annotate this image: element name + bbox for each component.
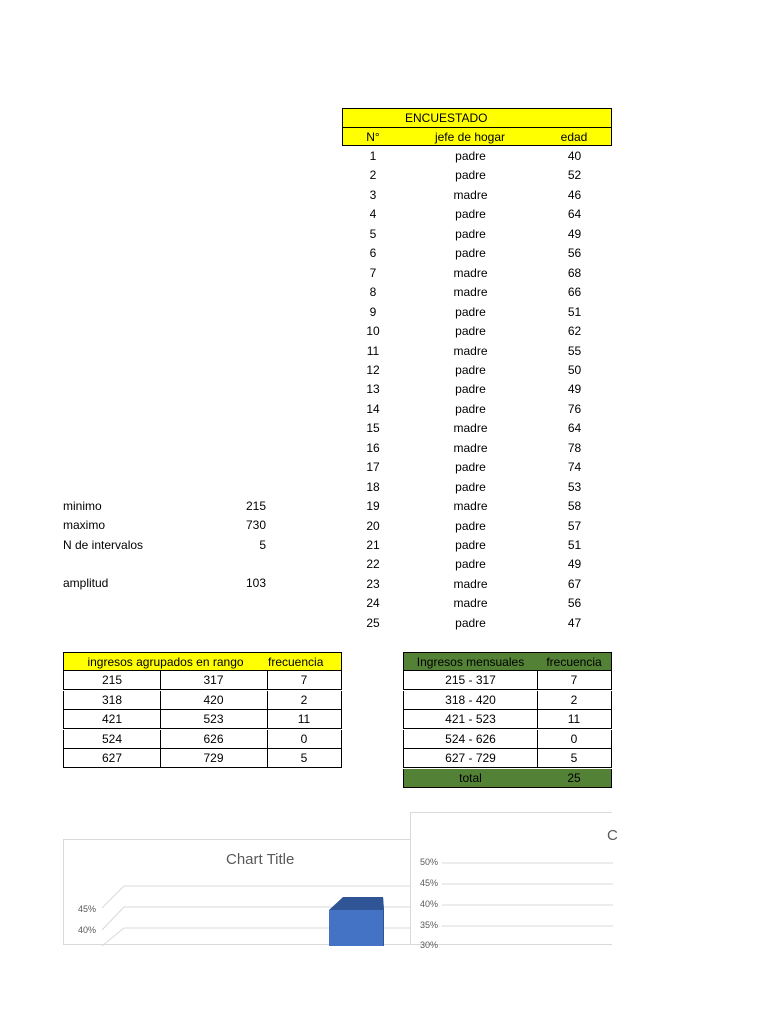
chart-2-tick: 35% [420,920,439,930]
survey-row-jefe: padre [455,480,486,494]
survey-row-edad: 53 [567,480,582,494]
survey-row-jefe: padre [455,227,486,241]
survey-row-jefe: padre [455,402,486,416]
survey-row-edad: 57 [567,519,582,533]
chart-2-tick: 45% [420,878,439,888]
survey-row-edad: 46 [567,188,582,202]
survey-row-jefe: padre [455,246,486,260]
survey-row-n: 3 [369,188,377,202]
intervalos-label: N de intervalos [63,538,144,552]
survey-row-jefe: madre [453,441,488,455]
survey-row-jefe: madre [453,577,488,591]
income-row-range: 318 - 420 [403,691,538,710]
survey-row-jefe: padre [455,363,486,377]
chart-1[interactable] [63,839,415,945]
survey-row-edad: 55 [567,344,582,358]
chart-1-bar-side [383,897,384,946]
income-row-freq: 0 [537,730,612,749]
maximo-value: 730 [245,518,266,532]
chart-2-title: C [607,827,618,844]
survey-row-jefe: padre [455,460,486,474]
range-row-to: 729 [160,749,268,768]
survey-row-edad: 76 [567,402,582,416]
survey-row-jefe: padre [455,616,486,630]
survey-row-edad: 40 [567,149,582,163]
survey-row-jefe: madre [453,266,488,280]
survey-row-edad: 51 [567,538,582,552]
survey-row-n: 21 [366,538,380,552]
survey-row-jefe: padre [455,382,486,396]
survey-row-jefe: madre [453,188,488,202]
survey-row-n: 20 [366,519,380,533]
amplitud-value: 103 [245,576,266,590]
survey-row-edad: 64 [567,421,582,435]
survey-row-edad: 49 [567,382,582,396]
survey-row-edad: 50 [567,363,582,377]
survey-row-edad: 66 [567,285,582,299]
survey-row-edad: 49 [567,557,582,571]
income-row-freq: 7 [537,671,612,690]
survey-row-n: 13 [366,382,380,396]
survey-row-jefe: padre [455,538,486,552]
survey-row-n: 24 [366,596,380,610]
survey-row-jefe: padre [455,324,486,338]
range-row-from: 524 [63,730,161,749]
survey-row-jefe: padre [455,207,486,221]
range-row-from: 627 [63,749,161,768]
survey-row-jefe: madre [453,285,488,299]
chart-2-tick: 40% [420,899,439,909]
chart-2-tick: 30% [420,940,439,950]
survey-row-jefe: padre [455,149,486,163]
range-freq-header: frecuencia [267,652,342,671]
minimo-label: minimo [63,499,102,513]
survey-row-jefe: padre [455,305,486,319]
range-row-to: 420 [160,691,268,710]
survey-row-n: 5 [369,227,377,241]
chart-1-tick: 40% [78,925,97,935]
col-edad-header: edad [537,127,612,146]
survey-header-blank-2 [537,108,612,127]
range-row-to: 626 [160,730,268,749]
intervalos-value: 5 [259,538,266,552]
income-total-label: total [403,769,538,788]
survey-row-n: 17 [366,460,380,474]
range-row-freq: 0 [267,730,342,749]
income-row-freq: 11 [537,710,612,729]
chart-1-title: Chart Title [226,851,295,868]
chart-2-plot [411,813,613,946]
survey-row-n: 22 [366,557,380,571]
survey-row-n: 9 [369,305,377,319]
survey-row-jefe: padre [455,168,486,182]
chart-1-bar-top [329,897,384,910]
chart-1-depth-line [102,928,124,946]
survey-row-edad: 68 [567,266,582,280]
survey-row-n: 23 [366,577,380,591]
survey-row-n: 11 [366,344,380,358]
survey-row-edad: 64 [567,207,582,221]
range-row-freq: 5 [267,749,342,768]
range-header: ingresos agrupados en rango [63,652,268,671]
survey-row-edad: 58 [567,499,582,513]
col-n-header: N° [342,127,404,146]
maximo-label: maximo [63,518,106,532]
survey-row-edad: 56 [567,246,582,260]
chart-1-plot [64,840,416,946]
survey-row-jefe: madre [453,344,488,358]
chart-1-tick: 45% [78,904,97,914]
income-row-range: 215 - 317 [403,671,538,690]
income-row-range: 421 - 523 [403,710,538,729]
survey-row-jefe: madre [453,421,488,435]
survey-row-n: 12 [366,363,380,377]
range-row-freq: 2 [267,691,342,710]
survey-row-jefe: padre [455,519,486,533]
survey-row-edad: 56 [567,596,582,610]
survey-row-n: 6 [369,246,377,260]
chart-2[interactable] [410,812,618,950]
range-row-from: 215 [63,671,161,690]
survey-row-n: 2 [369,168,377,182]
survey-row-n: 4 [369,207,377,221]
income-header: Ingresos mensuales [403,652,538,671]
survey-row-edad: 78 [567,441,582,455]
survey-row-n: 18 [366,480,380,494]
survey-row-n: 15 [366,421,380,435]
survey-row-edad: 47 [567,616,582,630]
income-row-freq: 2 [537,691,612,710]
survey-row-n: 8 [369,285,377,299]
chart-1-depth-line [102,886,124,908]
range-row-to: 317 [160,671,268,690]
survey-header-blank [342,108,404,127]
col-jefe-header: jefe de hogar [403,127,538,146]
survey-row-edad: 62 [567,324,582,338]
income-row-range: 627 - 729 [403,749,538,768]
survey-row-edad: 52 [567,168,582,182]
survey-row-jefe: madre [453,596,488,610]
range-row-from: 421 [63,710,161,729]
survey-group-header: ENCUESTADO [403,108,538,127]
income-row-freq: 5 [537,749,612,768]
survey-row-n: 10 [366,324,380,338]
survey-row-n: 14 [366,402,380,416]
survey-row-edad: 51 [567,305,582,319]
amplitud-label: amplitud [63,576,109,590]
income-row-range: 524 - 626 [403,730,538,749]
survey-row-n: 7 [369,266,377,280]
survey-row-jefe: padre [455,557,486,571]
income-freq-header: frecuencia [537,652,612,671]
income-total-value: 25 [537,769,612,788]
range-row-from: 318 [63,691,161,710]
survey-row-jefe: madre [453,499,488,513]
range-row-freq: 7 [267,671,342,690]
minimo-value: 215 [245,499,266,513]
survey-row-edad: 49 [567,227,582,241]
survey-row-n: 19 [366,499,380,513]
survey-row-n: 1 [369,149,377,163]
survey-row-edad: 67 [567,577,582,591]
survey-row-n: 25 [366,616,380,630]
survey-row-edad: 74 [567,460,582,474]
chart-1-bar-front [329,910,384,946]
range-row-freq: 11 [267,710,342,729]
range-row-to: 523 [160,710,268,729]
chart-1-depth-line [102,907,124,930]
chart-2-tick: 50% [420,857,439,867]
survey-row-n: 16 [366,441,380,455]
